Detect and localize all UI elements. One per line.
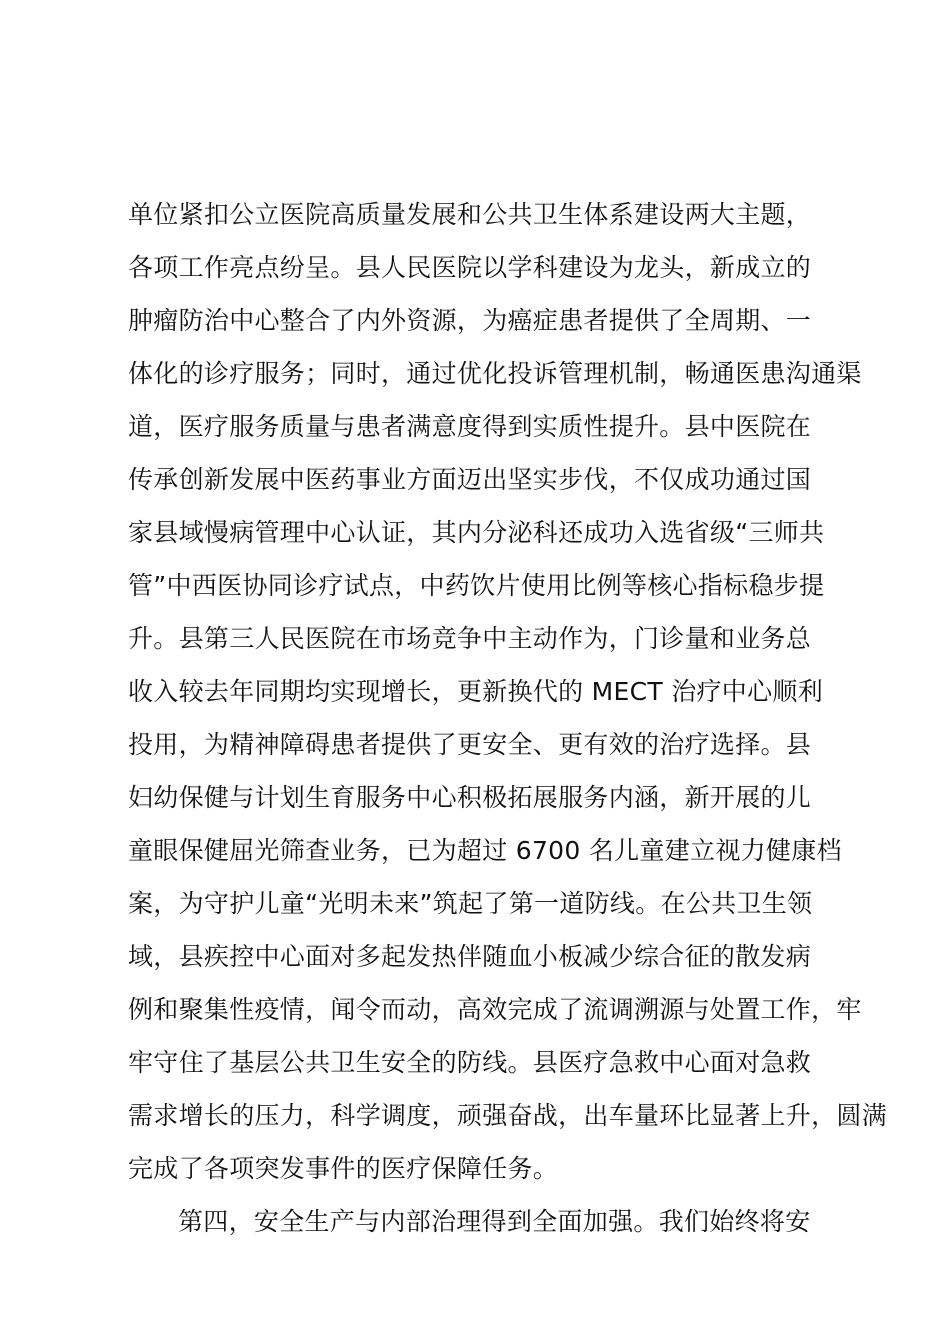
body-text xyxy=(128,188,888,1248)
text-line: 传承创新发展中医药事业方面迈出坚实步伐，不仅成功通过国 xyxy=(128,465,812,494)
text-line: 肿瘤防治中心整合了内外资源，为癌症患者提供了全周期、一 xyxy=(128,306,812,335)
text-line: 家县域慢病管理中心认证，其内分泌科还成功入选省级“三师共 xyxy=(128,518,825,547)
text-line: 单位紧扣公立医院高质量发展和公共卫生体系建设两大主题， xyxy=(128,200,812,229)
text-line: 收入较去年同期均实现增长，更新换代的 MECT 治疗中心顺利 xyxy=(128,677,823,706)
paragraph-start-line: 第四，安全生产与内部治理得到全面加强。我们始终将安 xyxy=(178,1207,811,1236)
text-line: 域，县疾控中心面对多起发热伴随血小板减少综合征的散发病 xyxy=(128,942,812,971)
text-line: 投用，为精神障碍患者提供了更安全、更有效的治疗选择。县 xyxy=(128,730,812,759)
text-line: 完成了各项突发事件的医疗保障任务。 xyxy=(128,1154,559,1183)
text-line: 童眼保健屈光筛查业务，已为超过 6700 名儿童建立视力健康档 xyxy=(128,836,842,865)
text-line: 妇幼保健与计划生育服务中心积极拓展服务内涵，新开展的儿 xyxy=(128,783,812,812)
text-line: 道，医疗服务质量与患者满意度得到实质性提升。县中医院在 xyxy=(128,412,812,441)
text-line: 需求增长的压力，科学调度，顽强奋战，出车量环比显著上升，圆满 xyxy=(128,1101,888,1130)
text-line: 管”中西医协同诊疗试点，中药饮片使用比例等核心指标稳步提 xyxy=(128,571,825,600)
text-line: 体化的诊疗服务；同时，通过优化投诉管理机制，畅通医患沟通渠 xyxy=(128,359,862,388)
text-line: 各项工作亮点纷呈。县人民医院以学科建设为龙头，新成立的 xyxy=(128,253,812,282)
text-line: 升。县第三人民医院在市场竞争中主动作为，门诊量和业务总 xyxy=(128,624,812,653)
text-line: 牢守住了基层公共卫生安全的防线。县医疗急救中心面对急救 xyxy=(128,1048,812,1077)
text-line: 例和聚集性疫情，闻令而动，高效完成了流调溯源与处置工作，牢 xyxy=(128,995,862,1024)
text-line: 案，为守护儿童“光明未来”筑起了第一道防线。在公共卫生领 xyxy=(128,889,813,918)
